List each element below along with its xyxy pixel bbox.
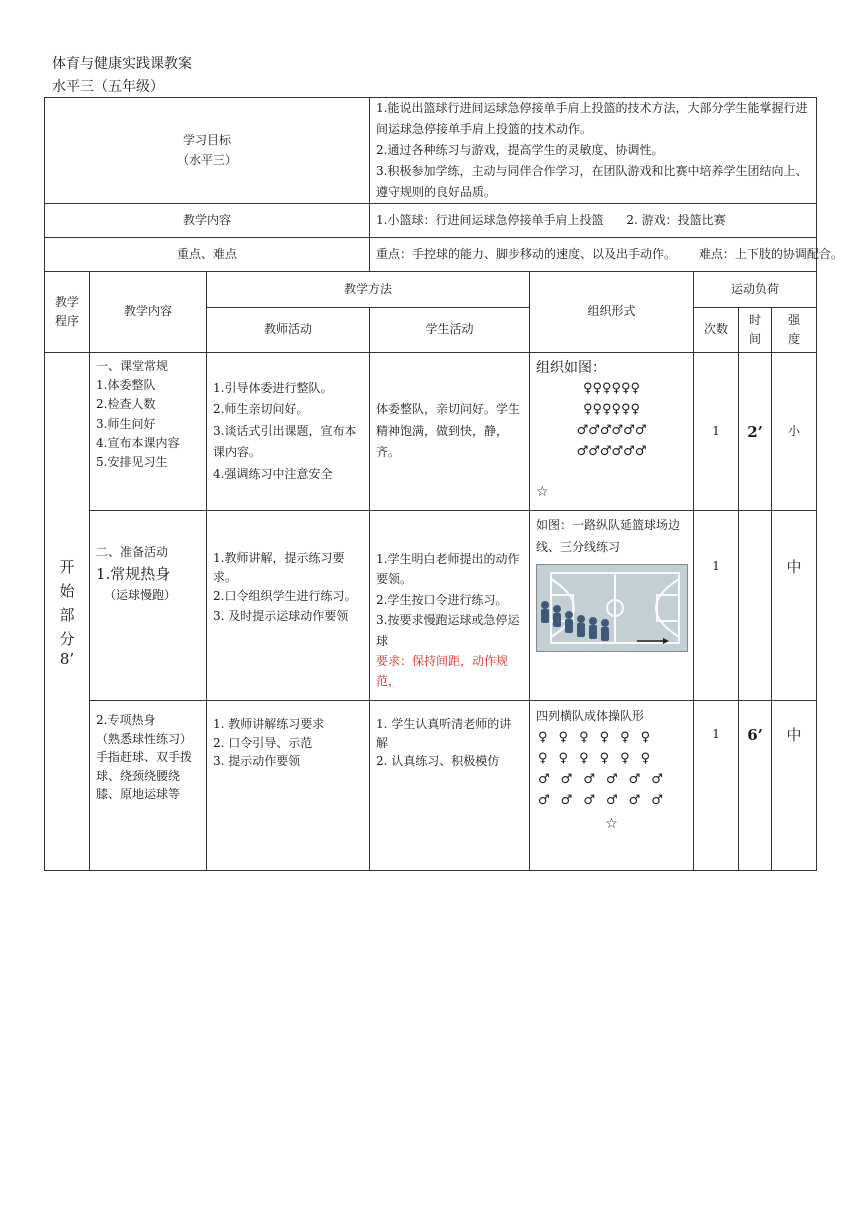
row3-intensity: 中: [772, 701, 817, 871]
table-row: [45, 353, 817, 511]
row2-time: [739, 511, 772, 701]
row1-student: 体委整队，亲切问好。学生精神饱满，做到快，静，齐。: [370, 353, 530, 511]
phase-char-2: 始: [59, 582, 75, 601]
row1-content: [90, 353, 207, 511]
key-label: 重点、难点: [45, 238, 370, 272]
table-row: [45, 511, 817, 701]
row1-content-item: 1.体委整队: [96, 378, 156, 393]
row3-content-title: 2.专项热身: [96, 713, 156, 727]
row2-content-sub: （运球慢跑）: [104, 588, 177, 603]
row1-teacher-item: 3.谈话式引出课题，宣布本课内容。: [213, 423, 357, 460]
row1-content-item: 5.安排见习生: [96, 454, 168, 469]
goals-label-sub: （水平三）: [177, 152, 238, 167]
row1-org-title: 组织如图：: [536, 360, 607, 376]
goal-line-3: 3.积极参加学练，主动与同伴合作学习，在团队游戏和比赛中培养学生团结向上、遵守规则的良好品质。: [376, 164, 808, 199]
goals-label-cell: [45, 98, 370, 204]
row3-time: 6’: [739, 701, 772, 871]
row2-org-text: 如图：一路纵队延篮球场边线、三分线练习: [536, 518, 681, 554]
row2-student-item: 1.学生明白老师提出的动作要领。: [376, 552, 520, 587]
row2-student-item: 2.学生按口令进行练习。: [376, 592, 508, 607]
header-method: 教学方法: [207, 272, 530, 308]
row2-content-title: 二、准备活动: [96, 545, 169, 559]
row3-student-item: 2. 认真练习、积极模仿: [376, 754, 500, 769]
teacher-star-icon: ☆: [605, 816, 618, 833]
content-text: 1.小篮球：行进间运球急停接单手肩上投篮 2. 游戏：投篮比赛: [370, 204, 817, 238]
row1-org: [530, 353, 694, 511]
page-subtitle: 水平三（五年级）: [52, 79, 164, 95]
phase-cell: [45, 353, 90, 871]
page-title: 体育与健康实践课教案: [52, 56, 192, 72]
row3-student: [370, 701, 530, 871]
row2-times: 1: [694, 511, 739, 701]
formation-row: ♂♂♂♂♂♂: [576, 422, 647, 438]
formation-row: ♂♂♂♂♂♂: [538, 792, 674, 808]
row1-time: 2’: [739, 353, 772, 511]
court-illustration: [537, 565, 687, 651]
lesson-plan-table: [44, 97, 843, 871]
phase-char-3: 部: [59, 606, 75, 625]
row2-content: [90, 511, 207, 701]
key-text: 重点：手控球的能力、脚步移动的速度、以及出手动作。 难点：上下肢的协调配合。: [370, 238, 817, 272]
content-label: 教学内容: [45, 204, 370, 238]
row3-content-text: 手指赶球、双手拨球、绕颈绕腰绕膝、原地运球等: [96, 750, 193, 802]
phase-char-4: 分: [59, 630, 75, 649]
goal-line-2: 2.通过各种练习与游戏，提高学生的灵敏度、协调性。: [376, 143, 664, 157]
row1-content-title: 一、课堂常规: [96, 359, 169, 373]
row1-teacher-item: 2.师生亲切问好。: [213, 402, 309, 417]
basketball-court-image: [536, 564, 688, 652]
formation-row: ♀♀♀♀♀♀: [582, 381, 641, 397]
content-row: [45, 204, 817, 238]
row2-org: [530, 511, 694, 701]
row3-content-sub: （熟悉球性练习）: [96, 731, 193, 746]
goals-label: 学习目标: [183, 133, 232, 148]
goals-row: [45, 98, 817, 204]
header-teacher: 教师活动: [207, 308, 370, 353]
formation-row: ♂♂♂♂♂♂: [538, 771, 674, 787]
header-load: 运动负荷: [694, 272, 817, 308]
row3-org: [530, 701, 694, 871]
row2-teacher-item: 3. 及时提示运球动作要领: [213, 608, 349, 623]
row1-teacher: [207, 353, 370, 511]
row3-times: 1: [694, 701, 739, 871]
row2-content-main: 1.常规热身: [96, 565, 171, 584]
row2-teacher-item: 1.教师讲解，提示练习要求。: [213, 551, 345, 585]
row3-teacher: [207, 701, 370, 871]
row3-org-title: 四列横队成体操队形: [536, 709, 645, 723]
table-header-row-1: [45, 272, 817, 308]
teacher-star-icon: ☆: [536, 483, 549, 500]
formation-row: ♀♀♀♀♀♀: [538, 730, 662, 746]
formation-row: ♀♀♀♀♀♀: [582, 402, 641, 418]
row1-times: 1: [694, 353, 739, 511]
goals-text-cell: [370, 98, 817, 204]
row3-teacher-item: 2. 口令引导、示范: [213, 735, 313, 750]
row3-content: [90, 701, 207, 871]
phase-char-1: 开: [59, 558, 75, 577]
row2-student: [370, 511, 530, 701]
header-content: 教学内容: [90, 272, 207, 353]
row2-student-item: 3.按要求慢跑运球或急停运球: [376, 613, 520, 648]
formation-row: ♀♀♀♀♀♀: [538, 750, 662, 766]
row1-content-item: 2.检查人数: [96, 397, 156, 412]
header-org: 组织形式: [530, 272, 694, 353]
row2-intensity: 中: [772, 511, 817, 701]
phase-char-5: 8’: [59, 650, 75, 669]
row1-content-item: 3.师生问好: [96, 416, 156, 431]
key-row: [45, 238, 817, 272]
row1-intensity: 小: [772, 353, 817, 511]
row2-teacher: [207, 511, 370, 701]
row1-content-item: 4.宣布本课内容: [96, 435, 180, 450]
formation-row: ♂♂♂♂♂♂: [576, 443, 647, 459]
header-time: 时间: [739, 308, 772, 353]
row3-student-item: 1. 学生认真听清老师的讲解: [376, 717, 512, 750]
header-times: 次数: [694, 308, 739, 353]
goal-line-1: 1.能说出篮球行进间运球急停接单手肩上投篮的技术方法，大部分学生能掌握行进间运球急停接单手肩上投篮的技术动作。: [376, 101, 808, 136]
row1-teacher-item: 4.强调练习中注意安全: [213, 466, 333, 481]
header-student: 学生活动: [370, 308, 530, 353]
row2-student-requirement: 要求：保持间距，动作规范，: [376, 653, 509, 689]
row3-teacher-item: 1. 教师讲解练习要求: [213, 717, 325, 731]
header-intensity: 强度: [772, 308, 817, 353]
header-procedure: 教学程序: [45, 272, 90, 353]
row1-teacher-item: 1.引导体委进行整队。: [213, 380, 333, 395]
table-row: [45, 701, 817, 871]
row3-teacher-item: 3. 提示动作要领: [213, 754, 301, 769]
row2-teacher-item: 2.口令组织学生进行练习。: [213, 589, 357, 604]
